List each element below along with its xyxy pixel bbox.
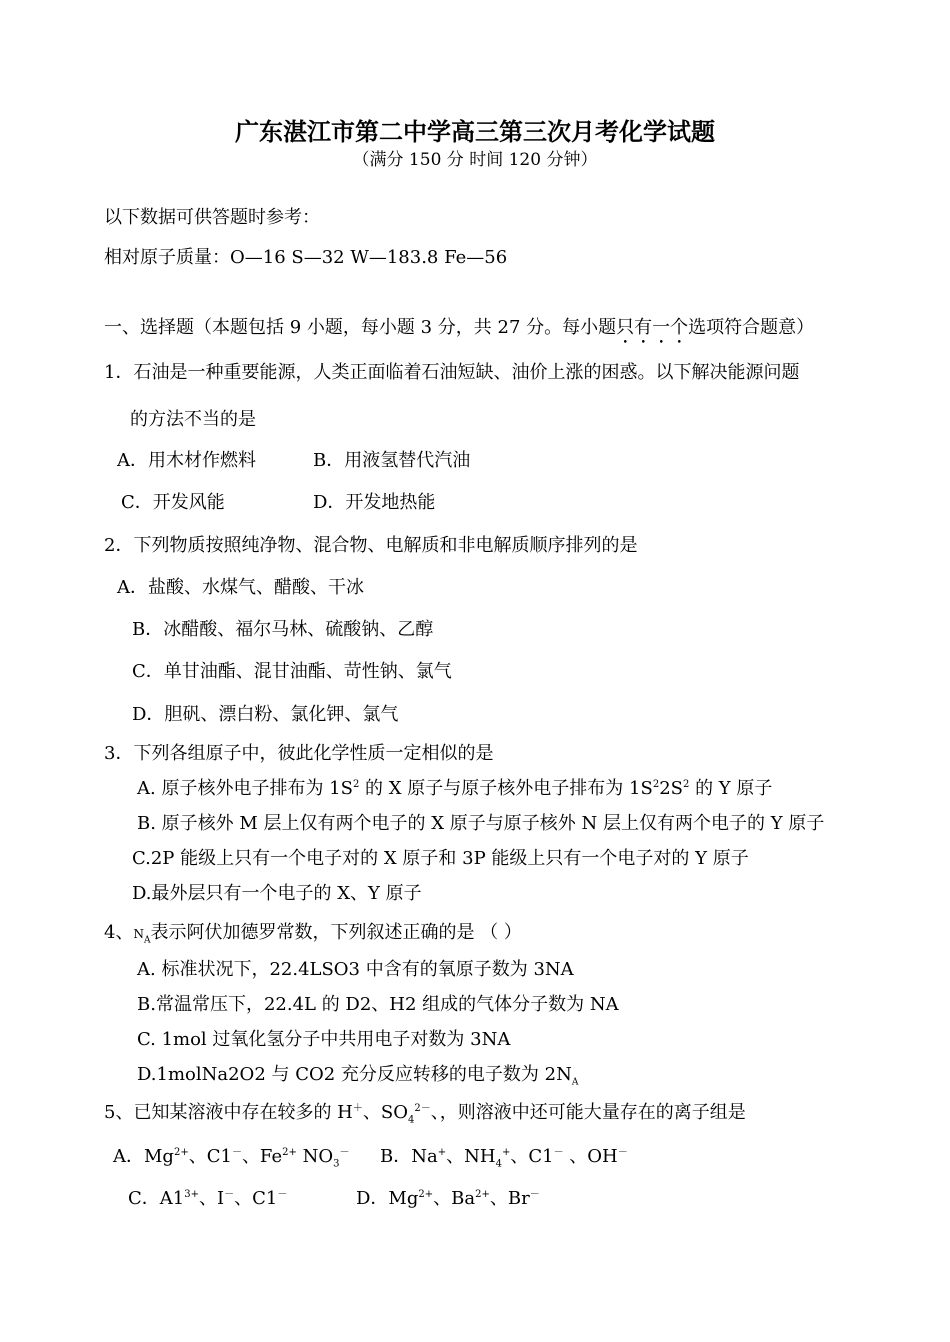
- section-heading: [104, 316, 814, 348]
- q5-stem: 5、已知某溶液中存在较多的 H＋、$SO_4^{2-}$、，则溶液中还可能大量存在的离子组是: [104, 1102, 746, 1126]
- q3-option-b: B. 原子核外 M 层上仅有两个电子的 X 原子与原子核外 N 层上仅有两个电子的 Y 原子: [137, 813, 825, 834]
- q4-stem: 4、$N_A$表示阿伏加德罗常数，下列叙述正确的是 （ ）: [104, 922, 522, 946]
- q3-option-a: A. 原子核外电子排布为 $1S^2$ 的 X 原子与原子核外电子排布为 $1S^22S^2$ 的 Y 原子: [137, 778, 773, 799]
- q1-option-a: A．用木材作燃料: [117, 450, 256, 471]
- q3-option-d: D.最外层只有一个电子的 X、Y 原子: [132, 883, 422, 904]
- atomic-mass-values: O—16 S—32 W—183.8 Fe—56: [230, 247, 508, 268]
- q5-option-a: A．$Mg^{2+}$、C1－、$Fe^{2+}$ $NO_3^-$: [113, 1146, 350, 1170]
- atomic-mass-line: [104, 246, 507, 270]
- q1-stem-line1: 1．石油是一种重要能源，人类正面临着石油短缺、油价上涨的困惑。以下解决能源问题: [104, 362, 800, 383]
- page-title: 广东湛江市第二中学高三第三次月考化学试题: [235, 117, 715, 146]
- q5-option-c: C．$A1^{3+}$、I－、C1－: [128, 1188, 288, 1209]
- q2-option-c: C．单甘油酯、混甘油酯、苛性钠、氯气: [132, 661, 452, 682]
- q1-option-c: C．开发风能: [121, 492, 225, 513]
- q1-option-b: B．用液氢替代汽油: [313, 450, 471, 471]
- q1-stem-line2: 的方法不当的是: [130, 409, 256, 430]
- q3-option-c: C.2P 能级上只有一个电子对的 X 原子和 3P 能级上只有一个电子对的 Y 原子: [132, 848, 749, 869]
- q4-option-b: B.常温常压下，22.4L 的 D2、H2 组成的气体分子数为 NA: [137, 994, 619, 1015]
- atomic-mass-label: 相对原子质量：: [104, 247, 230, 268]
- q4-option-a: A. 标准状况下，22.4LSO3 中含有的氧原子数为 3NA: [137, 959, 574, 980]
- q2-option-d: D．胆矾、漂白粉、氯化钾、氯气: [132, 704, 399, 725]
- q1-option-d: D．开发地热能: [313, 492, 436, 513]
- q4-option-d: D.1molNa2O2 与 CO2 充分反应转移的电子数为 $2N_A$: [137, 1064, 579, 1088]
- q2-option-b: B．冰醋酸、福尔马林、硫酸钠、乙醇: [132, 619, 434, 640]
- q2-stem: 2．下列物质按照纯净物、混合物、电解质和非电解质顺序排列的是: [104, 535, 638, 556]
- q2-option-a: A．盐酸、水煤气、醋酸、干冰: [117, 577, 364, 598]
- q4-option-c: C. 1mol 过氧化氢分子中共用电子对数为 3NA: [137, 1029, 511, 1050]
- q3-stem: 3．下列各组原子中，彼此化学性质一定相似的是: [104, 743, 494, 764]
- page-subtitle: （满分 150 分 时间 120 分钟）: [352, 150, 598, 170]
- section-heading-text-end: 选项符合题意）: [688, 317, 815, 338]
- reference-note: 以下数据可供答题时参考：: [104, 207, 320, 228]
- section-heading-emphasis: 只有一个: [616, 317, 689, 338]
- q5-option-b: B．Na+、$NH_4^+$、C1－ 、OH－: [380, 1146, 628, 1170]
- section-heading-text: 一、选择题（本题包括 9 小题，每小题 3 分，共 27 分。每小题: [104, 317, 617, 338]
- q5-option-d: D．$Mg^{2+}$、$Ba^{2+}$、Br－: [356, 1188, 540, 1209]
